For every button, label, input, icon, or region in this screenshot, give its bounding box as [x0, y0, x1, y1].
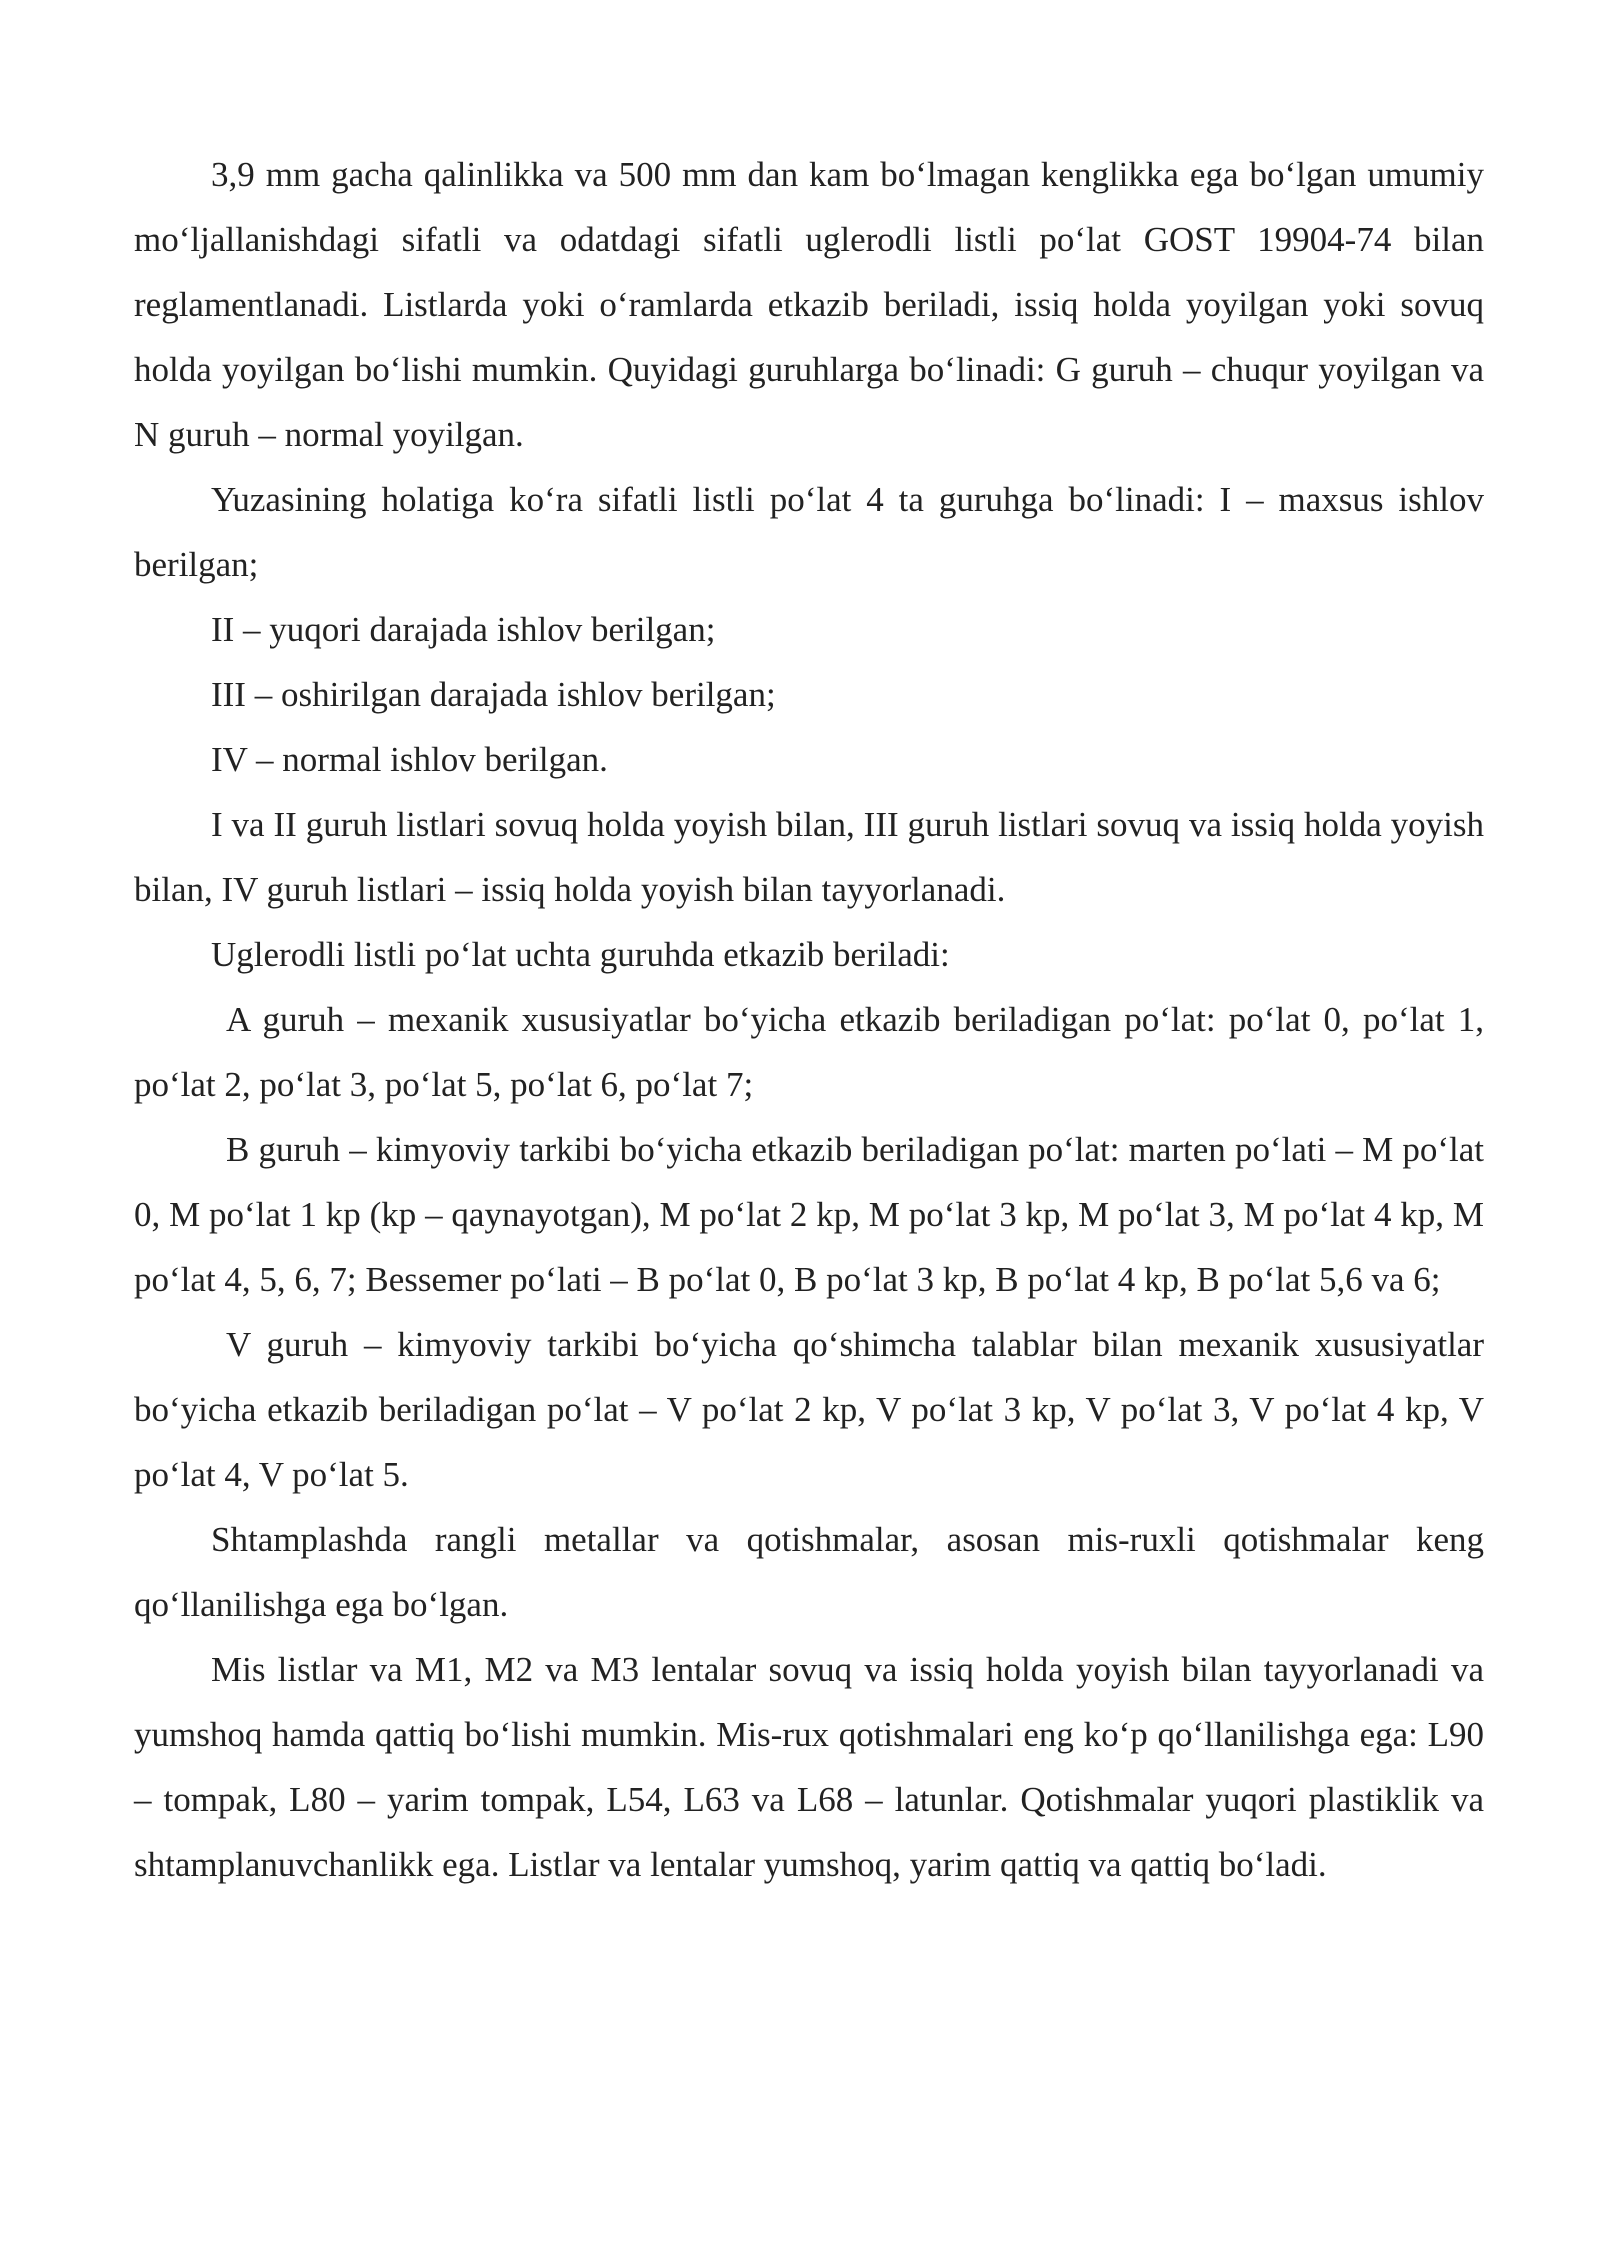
paragraph-group-b: B guruh – kimyoviy tarkibi bo‘yicha etkazib beriladigan po‘lat: marten po‘lati – M po‘lat 0, M po‘lat 1 kp (kp – qaynayotgan), M po‘lat 2 kp, M po‘lat 3 kp, M po‘lat 3, M po‘lat 4 kp, M po‘lat 4, 5, 6, 7; Bessemer po‘lati – B po‘lat 0, B po‘lat 3 kp, B po‘lat 4 kp, B po‘lat 5,6 va 6; — [134, 1130, 1484, 1299]
list-item-group-iv: IV – normal ishlov berilgan. — [211, 740, 608, 779]
list-item-group-iii: III – oshirilgan darajada ishlov berilgan; — [211, 675, 776, 714]
paragraph-surface-groups: Yuzasining holatiga ko‘ra sifatli listli po‘lat 4 ta guruhga bo‘linadi: I – maxsus ishlov berilgan; — [134, 480, 1484, 584]
paragraph-gost-intro: 3,9 mm gacha qalinlikka va 500 mm dan kam bo‘lmagan kenglikka ega bo‘lgan umumiy mo‘ljallanishdagi sifatli va odatdagi sifatli uglerodli listli po‘lat GOST 19904-74 bilan reglamentlanadi. Listlarda yoki o‘ramlarda etkazib beriladi, issiq holda yoyilgan yoki sovuq holda yoyilgan bo‘lishi mumkin. Quyidagi guruhlarga bo‘linadi: G guruh – chuqur yoyilgan va N guruh – normal yoyilgan. — [134, 155, 1484, 454]
paragraph-group-a: A guruh – mexanik xususiyatlar bo‘yicha etkazib beriladigan po‘lat: po‘lat 0, po‘lat 1, po‘lat 2, po‘lat 3, po‘lat 5, po‘lat 6, po‘lat 7; — [134, 1000, 1484, 1104]
paragraph-rolling-methods: I va II guruh listlari sovuq holda yoyish bilan, III guruh listlari sovuq va issiq holda yoyish bilan, IV guruh listlari – issiq holda yoyish bilan tayyorlanadi. — [134, 805, 1484, 909]
paragraph-nonferrous-metals: Shtamplashda rangli metallar va qotishmalar, asosan mis-ruxli qotishmalar keng qo‘llanilishga ega bo‘lgan. — [134, 1520, 1484, 1624]
paragraph-copper-sheets: Mis listlar va M1, M2 va M3 lentalar sovuq va issiq holda yoyish bilan tayyorlanadi va yumshoq hamda qattiq bo‘lishi mumkin. Mis-rux qotishmalari eng ko‘p qo‘llanilishga ega: L90 – tompak, L80 – yarim tompak, L54, L63 va L68 – latunlar. Qotishmalar yuqori plastiklik va shtamplanuvchanlikk ega. Listlar va lentalar yumshoq, yarim qattiq va qattiq bo‘ladi. — [134, 1650, 1484, 1884]
list-item-group-ii: II – yuqori darajada ishlov berilgan; — [211, 610, 716, 649]
paragraph-group-v: V guruh – kimyoviy tarkibi bo‘yicha qo‘shimcha talablar bilan mexanik xususiyatlar bo‘yicha etkazib beriladigan po‘lat – V po‘lat 2 kp, V po‘lat 3 kp, V po‘lat 3, V po‘lat 4 kp, V po‘lat 4, V po‘lat 5. — [134, 1325, 1484, 1494]
document-body — [134, 142, 1484, 1897]
paragraph-carbon-steel-groups: Uglerodli listli po‘lat uchta guruhda etkazib beriladi: — [211, 935, 950, 974]
